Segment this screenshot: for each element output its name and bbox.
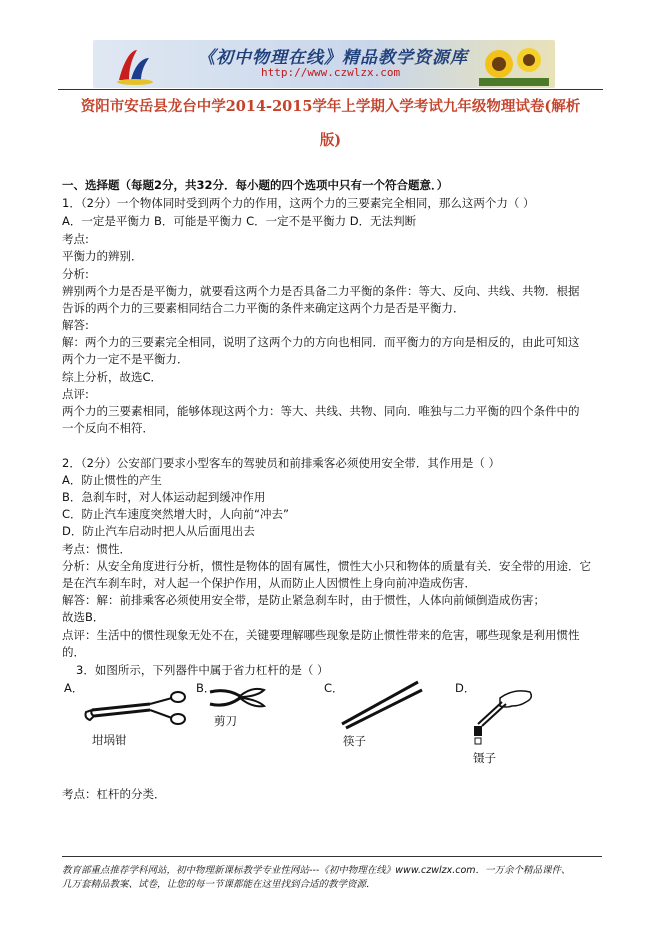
q1-kaodian: 平衡力的辨别． xyxy=(62,249,143,263)
q1-kaodian-label: 考点: xyxy=(62,232,89,246)
scissors-icon xyxy=(206,684,268,714)
q2-stem: 2．（2分）公安部门要求小型客车的驾驶员和前排乘客必须使用安全带．其作用是（ ） xyxy=(62,456,501,470)
tweezers-icon xyxy=(470,684,540,746)
q2-jieda: 解答：解：前排乘客必须使用安全带，是防止紧急刹车时，由于惯性，人体向前倾倒造成伤害； xyxy=(62,593,545,607)
q3-option-a-label: A． xyxy=(64,681,84,695)
q1-dianping-line-2: 一个反向不相符． xyxy=(62,421,154,435)
q1-options: A．一定是平衡力 B．可能是平衡力 C．一定不是平衡力 D．无法判断 xyxy=(62,214,417,228)
footer-line-2: 几万套精品教案、试卷，让您的每一节课都能在这里找到合适的教学资源． xyxy=(62,879,376,890)
q1-jieda-line-1: 解：两个力的三要素完全相同，说明了这两个力的方向也相同．而平衡力的方向是相反的，由此可知这 xyxy=(62,335,580,349)
q2-option-b: B．急刹车时，对人体运动起到缓冲作用 xyxy=(62,490,266,504)
q2-guxuan: 故选B． xyxy=(62,610,105,624)
q1-stem: 1．（2分）一个物体同时受到两个力的作用，这两个力的三要素完全相同，那么这两个力（ ） xyxy=(62,196,535,210)
q3-caption-a: 坩埚钳 xyxy=(92,733,127,747)
section-heading: 一、选择题（每题2分，共32分．每小题的四个选项中只有一个符合题意．） xyxy=(62,178,449,192)
q1-fenxi-label: 分析: xyxy=(62,267,89,281)
q2-kaodian: 考点：惯性． xyxy=(62,542,131,556)
q3-stem: 3．如图所示，下列器件中属于省力杠杆的是（ ） xyxy=(76,663,329,677)
q3-caption-d: 镊子 xyxy=(473,751,496,765)
q3-caption-b: 剪刀 xyxy=(214,714,237,728)
q3-option-c-label: C． xyxy=(324,681,344,695)
footer-line-1: 教育部重点推荐学科网站，初中物理新课标教学专业性网站---《初中物理在线》www.czwlzx.com．一万余个精品课件、 xyxy=(62,865,571,876)
q2-dianping-line-2: 的． xyxy=(62,645,85,659)
q2-dianping-line-1: 点评：生活中的惯性现象无处不在，关键要理解哪些现象是防止惯性带来的危害，哪些现象是利用惯性 xyxy=(62,628,580,642)
crucible-tongs-icon xyxy=(80,688,190,728)
q1-fenxi-line-2: 告诉的两个力的三要素相同结合二力平衡的条件来确定这两个力是否是平衡力． xyxy=(62,301,465,315)
footer-divider xyxy=(62,856,602,857)
document-title-line-2: 版) xyxy=(319,132,342,149)
banner-title: 《初中物理在线》精品教学资源库 xyxy=(198,48,468,68)
q1-jieda-line-3: 综上分析，故选C． xyxy=(62,370,163,384)
document-title-line-1: 资阳市安岳县龙台中学2014-2015学年上学期入学考试九年级物理试卷(解析 xyxy=(80,98,581,115)
q1-dianping-label: 点评: xyxy=(62,387,89,401)
site-logo-icon xyxy=(115,46,155,86)
q3-caption-c: 筷子 xyxy=(343,734,366,748)
q1-dianping-line-1: 两个力的三要素相同，能够体现这两个力：等大、共线、共物、同向．唯独与二力平衡的四个条件中的 xyxy=(62,404,580,418)
q1-fenxi-line-1: 辨别两个力是否是平衡力，就要看这两个力是否具备二力平衡的条件：等大、反向、共线、共物．根据 xyxy=(62,284,580,298)
q1-jieda-line-2: 两个力一定不是平衡力． xyxy=(62,352,189,366)
header-banner xyxy=(93,40,555,88)
chopsticks-icon xyxy=(338,680,424,730)
q3-option-d-label: D． xyxy=(455,681,476,695)
q2-option-c: C．防止汽车速度突然增大时，人向前“冲去” xyxy=(62,507,289,521)
sunflower-icon xyxy=(479,42,549,86)
q3-option-b-label: B． xyxy=(196,681,216,695)
banner-url: http://www.czwlzx.com xyxy=(261,66,401,79)
q2-fenxi-line-1: 分析：从安全角度进行分析，惯性是物体的固有属性，惯性大小只和物体的质量有关．安全带的用途．它 xyxy=(62,559,591,573)
q2-fenxi-line-2: 是在汽车刹车时，对人起一个保护作用，从而防止人因惯性上身向前冲造成伤害． xyxy=(62,576,476,590)
q1-jieda-label: 解答: xyxy=(62,318,89,332)
q2-option-a: A．防止惯性的产生 xyxy=(62,473,162,487)
q2-option-d: D．防止汽车启动时把人从后面甩出去 xyxy=(62,524,255,538)
q3-kaodian: 考点：杠杆的分类． xyxy=(62,787,166,801)
